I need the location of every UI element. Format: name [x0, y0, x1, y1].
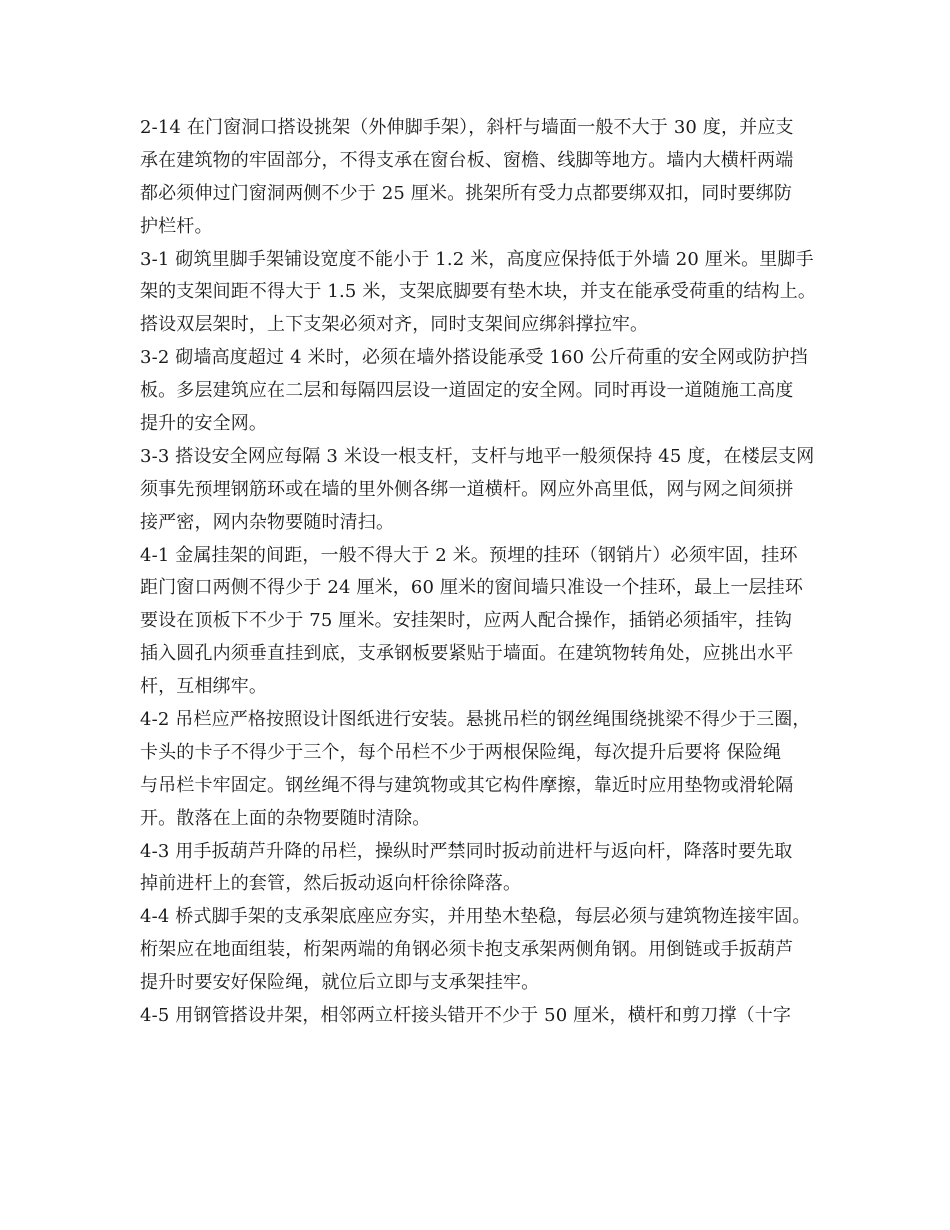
text-line: 3-2 砌墙高度超过 4 米时，必须在墙外搭设能承受 160 公斤荷重的安全网或防护挡	[140, 347, 808, 369]
text-line: 桁架应在地面组装，桁架两端的角钢必须卡抱支承架两侧角钢。用倒链或手扳葫芦	[140, 939, 794, 961]
text-line: 板。多层建筑应在二层和每隔四层设一道固定的安全网。同时再设一道随施工高度	[140, 380, 794, 402]
text-line: 4-2 吊栏应严格按照设计图纸进行安装。悬挑吊栏的钢丝绳围绕挑梁不得少于三圈，	[140, 709, 811, 731]
text-line: 4-3 用手扳葫芦升降的吊栏，操纵时严禁同时扳动前进杆与返向杆，降落时要先取	[140, 840, 793, 862]
text-line: 4-5 用钢管搭设井架，相邻两立杆接头错开不少于 50 厘米，横杆和剪刀撑（十字	[140, 1005, 792, 1027]
text-line: 搭设双层架时，上下支架必须对齐，同时支架间应绑斜撑拉牢。	[140, 314, 649, 336]
text-line: 提升时要安好保险绳，就位后立即与支承架挂牢。	[140, 972, 540, 994]
text-line: 卡头的卡子不得少于三个，每个吊栏不少于两根保险绳，每次提升后要将 保险绳	[140, 741, 782, 763]
text-line: 3-1 砌筑里脚手架铺设宽度不能小于 1.2 米，高度应保持低于外墙 20 厘米。里脚手	[140, 248, 814, 270]
text-line: 与吊栏卡牢固定。钢丝绳不得与建筑物或其它构件摩擦，靠近时应用垫物或滑轮隔	[140, 774, 794, 796]
document-body	[140, 112, 822, 1033]
text-line: 开。散落在上面的杂物要随时清除。	[140, 807, 431, 829]
text-line: 3-3 搭设安全网应每隔 3 米设一根支杆，支杆与地平一般须保持 45 度，在楼层支网	[140, 445, 815, 467]
text-line: 2-14 在门窗洞口搭设挑架（外伸脚手架），斜杆与墙面一般不大于 30 度，并应支	[140, 117, 794, 138]
text-line: 接严密，网内杂物要随时清扫。	[140, 511, 395, 533]
text-line: 要设在顶板下不少于 75 厘米。安挂架时，应两人配合操作，插销必须插牢，挂钩	[140, 610, 793, 632]
text-line: 杆，互相绑牢。	[140, 676, 268, 698]
text-line: 距门窗口两侧不得少于 24 厘米，60 厘米的窗间墙只准设一个挂环，最上一层挂环	[140, 577, 803, 599]
text-line: 承在建筑物的牢固部分，不得支承在窗台板、窗檐、线脚等地方。墙内大横杆两端	[140, 149, 794, 171]
text-line: 4-1 金属挂架的间距，一般不得大于 2 米。预埋的挂环（钢销片）必须牢固，挂环	[140, 544, 798, 566]
text-line: 插入圆孔内须垂直挂到底，支承钢板要紧贴于墙面。在建筑物转角处，应挑出水平	[140, 643, 794, 665]
text-line: 护栏杆。	[140, 215, 213, 237]
text-line: 4-4 桥式脚手架的支承架底座应夯实，并用垫木垫稳，每层必须与建筑物连接牢固。	[140, 906, 811, 928]
text-line: 架的支架间距不得大于 1.5 米，支架底脚要有垫木块，并支在能承受荷重的结构上。	[140, 281, 817, 303]
text-line: 都必须伸过门窗洞两侧不少于 25 厘米。挑架所有受力点都要绑双扣，同时要绑防	[140, 182, 793, 204]
text-line: 须事先预埋钢筋环或在墙的里外侧各绑一道横杆。网应外高里低，网与网之间须拼	[140, 478, 794, 500]
text-line: 提升的安全网。	[140, 413, 268, 435]
text-line: 掉前进杆上的套管，然后扳动返向杆徐徐降落。	[140, 873, 522, 895]
